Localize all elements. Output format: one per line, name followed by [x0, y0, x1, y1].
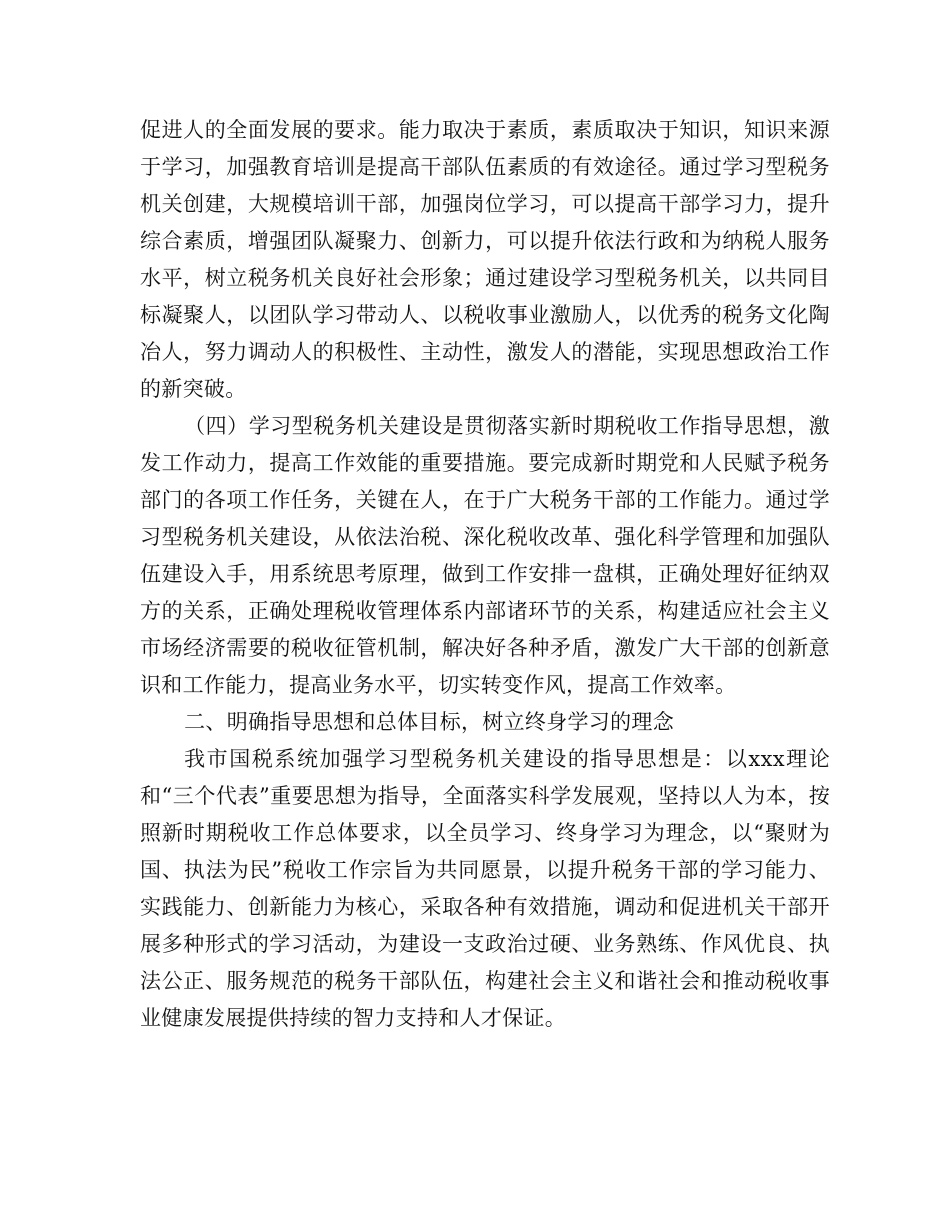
paragraph-continuation: 促进人的全面发展的要求。能力取决于素质，素质取决于知识，知识来源于学习，加强教育培训是提高干部队伍素质的有效途径。通过学习型税务机关创建，大规模培训干部，加强岗位学习，可以提高干部学习力，提升综合素质，增强团队凝聚力、创新力，可以提升依法行政和为纳税人服务水平，树立税务机关良好社会形象；通过建设学习型税务机关，以共同目标凝聚人，以团队学习带动人、以税收事业激励人，以优秀的税务文化陶冶人，努力调动人的积极性、主动性，激发人的潜能，实现思想政治工作的新突破。	[140, 118, 830, 401]
document-body	[140, 112, 830, 1037]
section-heading: 二、明确指导思想和总体目标，树立终身学习的理念	[184, 710, 674, 734]
paragraph-section-four: （四）学习型税务机关建设是贯彻落实新时期税收工作指导思想，激发工作动力，提高工作效能的重要措施。要完成新时期党和人民赋予税务部门的各项工作任务，关键在人，在于广大税务干部的工作能力。通过学习型税务机关建设，从依法治税、深化税收改革、强化科学管理和加强队伍建设入手，用系统思考原理，做到工作安排一盘棋，正确处理好征纳双方的关系，正确处理税收管理体系内部诸环节的关系，构建适应社会主义市场经济需要的税收征管机制，解决好各种矛盾，激发广大干部的创新意识和工作能力，提高业务水平，切实转变作风，提高工作效率。	[140, 414, 830, 697]
paragraph-guiding-thought: 我市国税系统加强学习型税务机关建设的指导思想是：以xxx理论和“三个代表”重要思想为指导，全面落实科学发展观，坚持以人为本，按照新时期税收工作总体要求，以全员学习、终身学习为理念，以“聚财为国、执法为民”税收工作宗旨为共同愿景，以提升税务干部的学习能力、实践能力、创新能力为核心，采取各种有效措施，调动和促进机关干部开展多种形式的学习活动，为建设一支政治过硬、业务熟练、作风优良、执法公正、服务规范的税务干部队伍，构建社会主义和谐社会和推动税收事业健康发展提供持续的智力支持和人才保证。	[140, 747, 830, 1030]
